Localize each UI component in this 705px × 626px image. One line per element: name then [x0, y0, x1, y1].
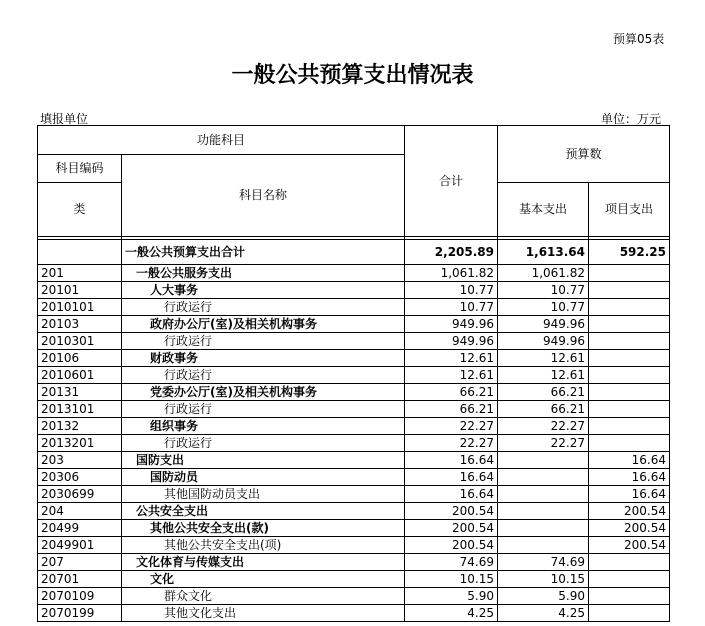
- row-total: 200.54: [405, 503, 498, 520]
- row-basic: 10.15: [498, 571, 589, 588]
- table-row: [38, 282, 670, 299]
- table-row: [38, 299, 670, 316]
- fill-unit-label: 填报单位: [40, 112, 89, 126]
- row-name: 行政运行: [122, 435, 405, 452]
- row-total: 12.61: [405, 350, 498, 367]
- table-row: [38, 469, 670, 486]
- table-row: [38, 452, 670, 469]
- row-project: [589, 299, 670, 316]
- page-title: 一般公共预算支出情况表: [231, 62, 474, 88]
- row-total: 16.64: [405, 469, 498, 486]
- row-total: 949.96: [405, 333, 498, 350]
- form-code: 预算05表: [613, 32, 665, 46]
- row-code: 2070199: [38, 605, 122, 622]
- row-basic: 66.21: [498, 401, 589, 418]
- header-func-subject: 功能科目: [38, 126, 405, 155]
- table-row: [38, 384, 670, 401]
- row-total: 200.54: [405, 520, 498, 537]
- row-basic: 22.27: [498, 418, 589, 435]
- row-name: 文化: [122, 571, 405, 588]
- row-code: 201: [38, 265, 122, 282]
- row-total: 10.77: [405, 299, 498, 316]
- summary-total: 2,205.89: [405, 240, 498, 265]
- row-project: [589, 401, 670, 418]
- row-name: 其他国防动员支出: [122, 486, 405, 503]
- row-project: 16.64: [589, 469, 670, 486]
- summary-row: [38, 240, 670, 265]
- row-name: 财政事务: [122, 350, 405, 367]
- row-code: 2010601: [38, 367, 122, 384]
- row-basic: 1,061.82: [498, 265, 589, 282]
- row-basic: [498, 537, 589, 554]
- row-code: 2010301: [38, 333, 122, 350]
- row-project: 16.64: [589, 452, 670, 469]
- row-project: [589, 571, 670, 588]
- row-total: 1,061.82: [405, 265, 498, 282]
- row-total: 16.64: [405, 452, 498, 469]
- row-basic: [498, 486, 589, 503]
- row-project: [589, 605, 670, 622]
- row-basic: 5.90: [498, 588, 589, 605]
- row-code: 20132: [38, 418, 122, 435]
- row-name: 党委办公厅(室)及相关机构事务: [122, 384, 405, 401]
- row-project: [589, 316, 670, 333]
- row-code: 2010101: [38, 299, 122, 316]
- row-basic: 74.69: [498, 554, 589, 571]
- row-project: 200.54: [589, 537, 670, 554]
- table-row: [38, 554, 670, 571]
- row-basic: [498, 503, 589, 520]
- row-name: 其他公共安全支出(项): [122, 537, 405, 554]
- row-code: 2070109: [38, 588, 122, 605]
- row-project: [589, 418, 670, 435]
- table-row: [38, 316, 670, 333]
- row-basic: 10.77: [498, 299, 589, 316]
- header-project: 项目支出: [589, 183, 670, 237]
- header-budget: 预算数: [498, 126, 670, 183]
- row-name: 行政运行: [122, 299, 405, 316]
- row-project: 200.54: [589, 520, 670, 537]
- row-basic: 4.25: [498, 605, 589, 622]
- row-project: [589, 350, 670, 367]
- row-project: [589, 282, 670, 299]
- row-total: 10.15: [405, 571, 498, 588]
- row-name: 人大事务: [122, 282, 405, 299]
- row-name: 行政运行: [122, 367, 405, 384]
- row-total: 10.77: [405, 282, 498, 299]
- row-code: 20499: [38, 520, 122, 537]
- row-name: 文化体育与传媒支出: [122, 554, 405, 571]
- row-total: 4.25: [405, 605, 498, 622]
- summary-basic: 1,613.64: [498, 240, 589, 265]
- table-row: [38, 401, 670, 418]
- table-row: [38, 503, 670, 520]
- row-code: 20103: [38, 316, 122, 333]
- header-category: 类: [38, 183, 122, 237]
- row-project: [589, 367, 670, 384]
- row-project: [589, 554, 670, 571]
- row-code: 203: [38, 452, 122, 469]
- row-name: 政府办公厅(室)及相关机构事务: [122, 316, 405, 333]
- row-basic: 12.61: [498, 350, 589, 367]
- header-basic: 基本支出: [498, 183, 589, 237]
- row-basic: 949.96: [498, 333, 589, 350]
- table-row: [38, 333, 670, 350]
- row-code: 20701: [38, 571, 122, 588]
- row-basic: 22.27: [498, 435, 589, 452]
- row-code: 204: [38, 503, 122, 520]
- row-project: [589, 588, 670, 605]
- row-basic: 12.61: [498, 367, 589, 384]
- table-row: [38, 520, 670, 537]
- header-subject-name: 科目名称: [122, 155, 405, 237]
- row-name: 一般公共服务支出: [122, 265, 405, 282]
- unit-label: 单位：万元: [601, 112, 662, 126]
- row-basic: 10.77: [498, 282, 589, 299]
- row-name: 组织事务: [122, 418, 405, 435]
- row-total: 200.54: [405, 537, 498, 554]
- header-subject-code: 科目编码: [38, 155, 122, 183]
- table-row: [38, 265, 670, 282]
- row-project: [589, 384, 670, 401]
- row-basic: [498, 469, 589, 486]
- row-total: 74.69: [405, 554, 498, 571]
- table-row: [38, 350, 670, 367]
- row-name: 群众文化: [122, 588, 405, 605]
- row-project: [589, 265, 670, 282]
- row-project: [589, 435, 670, 452]
- row-name: 公共安全支出: [122, 503, 405, 520]
- table-row: [38, 537, 670, 554]
- row-total: 22.27: [405, 435, 498, 452]
- row-basic: [498, 520, 589, 537]
- row-project: 200.54: [589, 503, 670, 520]
- row-code: 2013101: [38, 401, 122, 418]
- row-name: 其他公共安全支出(款): [122, 520, 405, 537]
- row-code: 207: [38, 554, 122, 571]
- row-basic: 949.96: [498, 316, 589, 333]
- row-basic: [498, 452, 589, 469]
- table-row: [38, 486, 670, 503]
- row-total: 16.64: [405, 486, 498, 503]
- table-row: [38, 571, 670, 588]
- row-name: 行政运行: [122, 401, 405, 418]
- row-total: 22.27: [405, 418, 498, 435]
- budget-table: [37, 125, 670, 622]
- row-code: 2013201: [38, 435, 122, 452]
- row-code: 20101: [38, 282, 122, 299]
- row-code: 2049901: [38, 537, 122, 554]
- summary-project: 592.25: [589, 240, 670, 265]
- row-total: 66.21: [405, 401, 498, 418]
- row-total: 5.90: [405, 588, 498, 605]
- table-row: [38, 418, 670, 435]
- header-total: 合计: [405, 126, 498, 237]
- row-total: 12.61: [405, 367, 498, 384]
- row-name: 国防支出: [122, 452, 405, 469]
- summary-name: 一般公共预算支出合计: [122, 240, 405, 265]
- row-name: 国防动员: [122, 469, 405, 486]
- table-row: [38, 605, 670, 622]
- row-code: 20106: [38, 350, 122, 367]
- row-project: [589, 333, 670, 350]
- row-project: 16.64: [589, 486, 670, 503]
- row-code: 2030699: [38, 486, 122, 503]
- table-row: [38, 367, 670, 384]
- row-total: 949.96: [405, 316, 498, 333]
- row-basic: 66.21: [498, 384, 589, 401]
- row-name: 其他文化支出: [122, 605, 405, 622]
- row-total: 66.21: [405, 384, 498, 401]
- row-code: 20131: [38, 384, 122, 401]
- row-code: 20306: [38, 469, 122, 486]
- table-row: [38, 588, 670, 605]
- row-name: 行政运行: [122, 333, 405, 350]
- table-row: [38, 435, 670, 452]
